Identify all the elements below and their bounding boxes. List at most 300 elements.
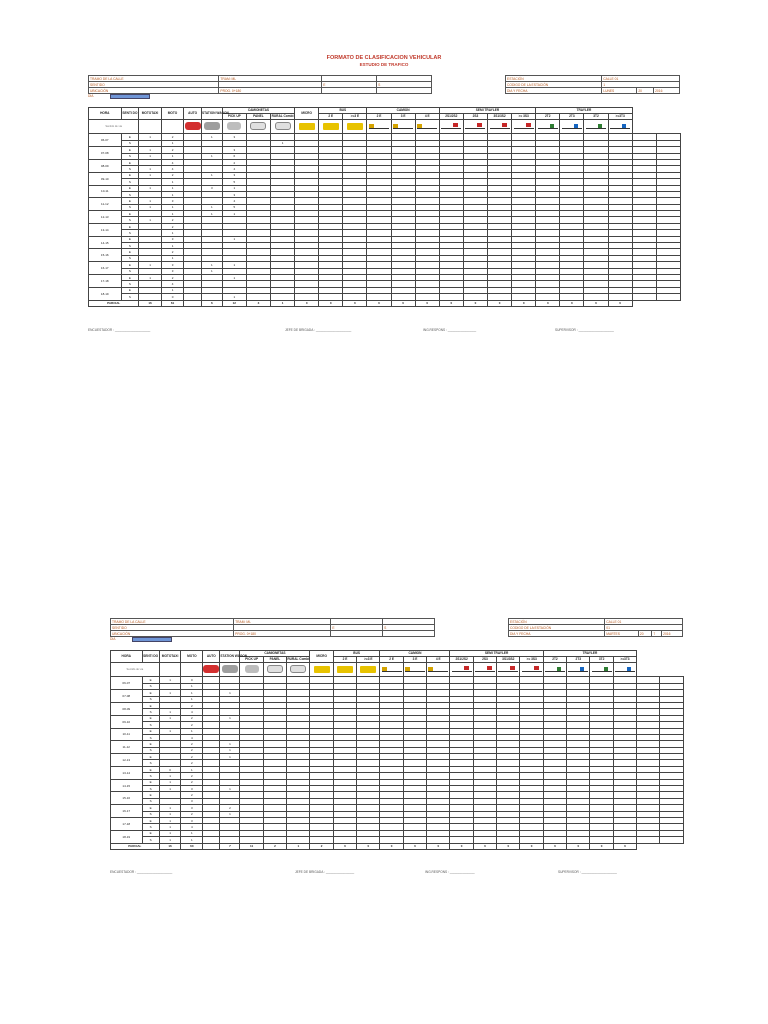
col-sentido: SENTI DO xyxy=(142,651,159,663)
direction-cell: E xyxy=(142,830,159,836)
count-cell[interactable]: 1 xyxy=(159,817,181,823)
count-cell[interactable] xyxy=(637,837,660,843)
auto-icon xyxy=(203,665,219,673)
count-cell[interactable]: 1 xyxy=(161,204,183,210)
col-sentido: SENTI DO xyxy=(121,108,139,120)
col-trayler: TRAYLER xyxy=(543,651,636,657)
direction-cell: E xyxy=(121,134,139,140)
count-cell[interactable]: 3 xyxy=(161,268,183,274)
direction-cell: E xyxy=(121,274,139,280)
col-3s1: 3S1/3S2 xyxy=(488,114,512,120)
count-cell[interactable]: 2 xyxy=(181,747,203,753)
partial-total: 0 xyxy=(343,300,367,306)
trayler-icon-cell xyxy=(543,663,566,677)
count-cell[interactable]: 1 xyxy=(159,837,181,843)
count-cell[interactable]: 1 xyxy=(161,179,183,185)
count-cell[interactable]: 1 xyxy=(181,830,203,836)
panel-icon xyxy=(250,122,266,130)
count-cell[interactable]: 1 xyxy=(202,268,223,274)
bus-3e-icon xyxy=(360,666,376,673)
count-cell[interactable]: 1 xyxy=(139,153,161,159)
col-2s1: 2S1/2S2 xyxy=(450,657,473,663)
count-cell[interactable]: 2 xyxy=(161,249,183,255)
count-cell[interactable]: 4 xyxy=(222,166,246,172)
count-cell[interactable]: 1 xyxy=(161,185,183,191)
count-cell[interactable]: 2 xyxy=(181,754,203,760)
hour-cell: 14-15 xyxy=(111,779,143,792)
signature-line: ENCUESTADOR : ____________________ xyxy=(88,328,151,332)
hour-cell: 08-09 xyxy=(89,159,122,172)
count-cell[interactable]: 1 xyxy=(161,287,183,293)
count-cell[interactable]: 1 xyxy=(139,274,161,280)
header-cell[interactable] xyxy=(377,88,432,94)
rural-icon-cell xyxy=(270,120,294,134)
count-cell[interactable]: 3 xyxy=(161,262,183,268)
partial-total: 3 xyxy=(246,300,270,306)
col-bus: BUS xyxy=(319,108,367,114)
count-cell[interactable]: 4 xyxy=(181,709,203,715)
partial-total xyxy=(184,300,202,306)
header-cell[interactable]: 20 xyxy=(637,88,654,94)
direction-cell: E xyxy=(121,159,139,165)
col-camion-3e: 3 E xyxy=(391,114,415,120)
col-bus-3e: >=3 E xyxy=(357,657,380,663)
header-cell: DIA Y FECHA xyxy=(509,631,605,637)
count-cell[interactable]: 1 xyxy=(159,709,181,715)
count-cell[interactable]: 1 xyxy=(139,134,161,140)
hour-cell: 18-19 xyxy=(111,830,143,843)
count-cell[interactable]: 1 xyxy=(220,754,240,760)
camion-2e-icon xyxy=(369,124,389,129)
count-cell[interactable]: 1 xyxy=(159,715,181,721)
signature-line: JEFE DE BRIGADA : ____________________ xyxy=(285,328,352,332)
direction-cell: S xyxy=(121,255,139,261)
hour-cell: 15-16 xyxy=(111,792,143,805)
col-2s3: 2S3 xyxy=(473,657,496,663)
col-moto: MOTO xyxy=(181,651,203,663)
partial-total: 60 xyxy=(181,843,203,849)
count-cell[interactable]: 1 xyxy=(161,140,183,146)
direction-cell: S xyxy=(142,798,159,804)
count-cell[interactable]: 1 xyxy=(222,274,246,280)
hour-cell: 17-18 xyxy=(111,817,143,830)
count-cell[interactable]: 2 xyxy=(181,715,203,721)
count-cell[interactable]: 1 xyxy=(181,683,203,689)
moto-icon-cell xyxy=(181,663,203,677)
count-cell[interactable]: 1 xyxy=(159,677,181,683)
direction-cell: S xyxy=(142,773,159,779)
header-cell[interactable]: TRAM: ML xyxy=(219,76,322,82)
direction-cell: E xyxy=(142,741,159,747)
count-cell[interactable]: 3 xyxy=(161,236,183,242)
count-cell[interactable]: 3 xyxy=(222,134,246,140)
col-3t2: 3T2 xyxy=(584,114,608,120)
hour-cell: 06-07 xyxy=(89,134,122,147)
count-cell[interactable]: 1 xyxy=(181,696,203,702)
col-camion-4e: 4 E xyxy=(415,114,439,120)
count-cell[interactable]: 1 xyxy=(161,255,183,261)
header-cell: CODIGO DE LA ESTACIÓN xyxy=(506,82,602,88)
trayler-icon-cell xyxy=(608,120,632,134)
count-cell[interactable]: 1 xyxy=(202,262,223,268)
partial-total: 0 xyxy=(608,300,632,306)
count-cell[interactable]: 1 xyxy=(159,830,181,836)
partial-total: 0 xyxy=(380,843,403,849)
count-cell[interactable]: 1 xyxy=(222,211,246,217)
count-cell[interactable]: 4 xyxy=(161,281,183,287)
trayler-icon xyxy=(568,667,588,672)
header-cell[interactable]: TRAM: ML xyxy=(234,619,331,625)
count-cell[interactable]: 1 xyxy=(139,166,161,172)
direction-cell: E xyxy=(121,198,139,204)
count-cell[interactable]: 2 xyxy=(181,779,203,785)
auto-icon-cell xyxy=(203,663,220,677)
header-cell[interactable]: 2016 xyxy=(654,88,680,94)
count-cell[interactable]: 1 xyxy=(159,773,181,779)
count-cell[interactable]: 3 xyxy=(222,172,246,178)
count-cell[interactable]: 2 xyxy=(161,223,183,229)
count-cell[interactable]: 1 xyxy=(222,294,246,300)
partial-total: 0 xyxy=(590,843,613,849)
partial-total: 0 xyxy=(319,300,343,306)
partial-total: 0 xyxy=(488,300,512,306)
header-right-table xyxy=(508,618,683,637)
semi-trayler-icon-cell xyxy=(473,663,496,677)
mototaxi-icon-cell xyxy=(139,120,161,134)
count-cell[interactable]: 1 xyxy=(161,243,183,249)
col-auto: AUTO xyxy=(203,651,220,663)
header-cell[interactable]: 01 xyxy=(605,625,683,631)
count-cell[interactable] xyxy=(660,837,683,843)
mototaxi-icon-cell xyxy=(159,663,181,677)
count-cell[interactable]: 2 xyxy=(181,741,203,747)
count-cell[interactable] xyxy=(632,294,656,300)
direction-cell: E xyxy=(121,249,139,255)
trayler-icon xyxy=(615,667,635,672)
header-cell[interactable]: 1 xyxy=(602,82,680,88)
count-cell[interactable]: 1 xyxy=(139,262,161,268)
header-cell[interactable] xyxy=(331,631,383,637)
col-semi-trayler: SEMI TRAYLER xyxy=(439,108,535,114)
signature-line: ENCUESTADOR : ____________________ xyxy=(110,870,173,874)
direction-cell: S xyxy=(142,734,159,740)
partial-total: 0 xyxy=(450,843,473,849)
col-2s1: 2S1/2S2 xyxy=(439,114,463,120)
count-cell[interactable]: 3 xyxy=(181,817,203,823)
col-camion: CAMION xyxy=(380,651,450,657)
col-2s3: 2S3 xyxy=(463,114,487,120)
count-cell[interactable]: 1 xyxy=(159,690,181,696)
pickup-icon xyxy=(227,122,241,130)
trayler-icon xyxy=(592,667,612,672)
col-moto: MOTO xyxy=(161,108,183,120)
header-cell[interactable]: 2016 xyxy=(662,631,683,637)
count-cell[interactable]: 2 xyxy=(181,773,203,779)
count-cell[interactable]: 1 xyxy=(161,153,183,159)
direction-cell: S xyxy=(142,824,159,830)
direction-cell: E xyxy=(142,805,159,811)
camion-2e-icon-cell xyxy=(380,663,403,677)
count-cell[interactable]: 1 xyxy=(139,172,161,178)
direction-cell: E xyxy=(142,754,159,760)
col-mototaxi: MOTOTAXI xyxy=(139,108,161,120)
direction-cell: S xyxy=(121,217,139,223)
auto-icon-cell xyxy=(184,120,202,134)
count-cell[interactable]: 1 xyxy=(202,211,223,217)
count-cell[interactable]: 2 xyxy=(161,172,183,178)
station-wagon-icon xyxy=(222,665,238,673)
count-cell[interactable]: 3 xyxy=(181,798,203,804)
direction-cell: E xyxy=(121,236,139,242)
col-trayler: TRAYLER xyxy=(536,108,632,114)
count-cell[interactable]: 1 xyxy=(222,262,246,268)
col-rural: RURAL Combi xyxy=(271,113,294,118)
camion-4e-icon-cell xyxy=(415,120,439,134)
trayler-icon-cell xyxy=(613,663,636,677)
hour-cell: 17-18 xyxy=(89,274,122,287)
bus-2e-icon xyxy=(337,666,353,673)
count-cell[interactable]: 1 xyxy=(159,728,181,734)
count-cell[interactable]: 1 xyxy=(159,824,181,830)
count-cell[interactable]: 3 xyxy=(222,147,246,153)
count-cell[interactable]: 1 xyxy=(181,690,203,696)
count-cell[interactable]: 1 xyxy=(159,786,181,792)
count-cell[interactable]: 1 xyxy=(161,211,183,217)
count-cell[interactable]: 4 xyxy=(181,734,203,740)
count-cell[interactable]: 2 xyxy=(220,805,240,811)
direction-cell: S xyxy=(121,153,139,159)
header-cell[interactable]: MARTES xyxy=(605,631,639,637)
count-cell[interactable]: 3 xyxy=(202,185,223,191)
header-cell[interactable]: LUNES xyxy=(602,88,637,94)
semi-trayler-icon xyxy=(522,666,542,672)
count-cell[interactable]: 2 xyxy=(181,722,203,728)
hour-cell: 07-08 xyxy=(89,147,122,160)
count-cell[interactable]: 1 xyxy=(159,805,181,811)
count-cell[interactable]: 0 xyxy=(159,766,181,772)
hour-cell: 07-08 xyxy=(111,690,143,703)
direction-cell: E xyxy=(142,779,159,785)
direction-cell: E xyxy=(142,817,159,823)
direction-cell: E xyxy=(142,677,159,683)
hour-cell: 18-19 xyxy=(89,287,122,300)
trayler-icon-cell xyxy=(590,663,613,677)
count-cell[interactable]: 1 xyxy=(222,236,246,242)
hour-cell: 11-12 xyxy=(89,198,122,211)
count-cell[interactable]: 1 xyxy=(139,147,161,153)
direction-cell: S xyxy=(142,786,159,792)
count-cell[interactable]: 1 xyxy=(202,153,223,159)
col-station-wagon: STATION WAGON xyxy=(202,108,223,120)
count-cell[interactable]: 3 xyxy=(181,805,203,811)
direction-cell: S xyxy=(142,811,159,817)
col-semi-trayler: SEMI TRAYLER xyxy=(450,651,543,657)
count-cell[interactable] xyxy=(656,294,680,300)
semi-trayler-icon-cell xyxy=(497,663,520,677)
count-cell[interactable]: 3 xyxy=(161,198,183,204)
header-cell[interactable] xyxy=(322,88,377,94)
header-left-table xyxy=(88,75,432,94)
count-cell[interactable]: 1 xyxy=(220,786,240,792)
header-cell[interactable] xyxy=(383,631,435,637)
dia-selector[interactable] xyxy=(110,94,150,99)
count-cell[interactable]: 1 xyxy=(159,779,181,785)
partial-total: 2 xyxy=(263,843,286,849)
count-cell[interactable]: 1 xyxy=(181,766,203,772)
header-cell[interactable]: S xyxy=(383,625,435,631)
direction-cell: S xyxy=(142,683,159,689)
semi-trayler-icon xyxy=(514,123,534,129)
count-cell[interactable]: 4 xyxy=(181,824,203,830)
count-cell[interactable]: 4 xyxy=(161,166,183,172)
count-cell[interactable]: 1 xyxy=(202,134,223,140)
partial-total: 2 xyxy=(310,843,333,849)
semi-trayler-icon-cell xyxy=(520,663,543,677)
partial-label: PARCIAL xyxy=(89,300,139,306)
col-2t3: 2T3 xyxy=(560,114,584,120)
count-cell[interactable]: 0 xyxy=(181,677,203,683)
count-cell[interactable]: 1 xyxy=(181,728,203,734)
count-cell[interactable]: 1 xyxy=(139,198,161,204)
partial-total: 0 xyxy=(560,300,584,306)
camion-2e-icon-cell xyxy=(367,120,391,134)
trayler-icon-cell xyxy=(560,120,584,134)
count-cell[interactable]: 2 xyxy=(181,792,203,798)
form-subtitle: ESTUDIO DE TRAFICO xyxy=(359,62,409,67)
col-panel: PANEL xyxy=(263,657,286,663)
partial-total: 0 xyxy=(391,300,415,306)
header-cell[interactable]: PROG. 0+180 xyxy=(219,88,322,94)
count-cell[interactable]: 1 xyxy=(220,811,240,817)
partial-total: 0 xyxy=(367,300,391,306)
rural-icon-cell xyxy=(287,663,310,677)
station-wagon-icon-cell xyxy=(202,120,223,134)
partial-total: 0 xyxy=(403,843,426,849)
direction-cell: S xyxy=(142,696,159,702)
count-cell[interactable]: 2 xyxy=(181,702,203,708)
header-cell[interactable]: CALLE 01 xyxy=(605,619,683,625)
hour-cell: 08-09 xyxy=(111,702,143,715)
count-cell[interactable]: 1 xyxy=(161,230,183,236)
bus-2e-icon-cell xyxy=(333,663,356,677)
sentido-icon-label: Sentido de vía xyxy=(111,663,160,677)
col-camionetas: CAMIONETAS xyxy=(222,108,294,114)
col-3s3: >= 3S3 xyxy=(512,114,536,120)
count-cell[interactable]: 4 xyxy=(161,159,183,165)
partial-total: 11 xyxy=(240,843,263,849)
pickup-icon xyxy=(245,665,259,673)
header-cell[interactable]: CALLE 01 xyxy=(602,76,680,82)
direction-cell: S xyxy=(121,294,139,300)
count-cell[interactable]: 2 xyxy=(161,274,183,280)
count-cell[interactable]: 3 xyxy=(222,191,246,197)
col-bus-2e: 2 E xyxy=(319,114,343,120)
header-cell[interactable]: 20 xyxy=(638,631,651,637)
pickup-icon-cell xyxy=(222,120,246,134)
count-cell[interactable]: 2 xyxy=(161,217,183,223)
count-cell[interactable]: 2 xyxy=(181,811,203,817)
count-cell[interactable]: 1 xyxy=(220,690,240,696)
semi-trayler-icon xyxy=(465,123,485,129)
semi-trayler-icon xyxy=(490,123,510,129)
partial-total: 1 xyxy=(270,300,294,306)
count-cell[interactable]: 4 xyxy=(222,198,246,204)
direction-cell: E xyxy=(121,287,139,293)
count-cell[interactable]: 1 xyxy=(139,185,161,191)
header-cell[interactable]: PROG. 0+180 xyxy=(234,631,331,637)
dia-label: DIA xyxy=(88,94,94,98)
count-cell[interactable]: 6 xyxy=(222,153,246,159)
direction-cell: S xyxy=(142,747,159,753)
direction-cell: E xyxy=(121,211,139,217)
count-cell[interactable]: 0 xyxy=(161,294,183,300)
col-micro: MICRO xyxy=(310,651,333,663)
count-cell[interactable]: 5 xyxy=(222,179,246,185)
col-camion-3e: 3 E xyxy=(403,657,426,663)
count-cell[interactable]: 1 xyxy=(270,140,294,146)
col-camionetas: CAMIONETAS xyxy=(240,651,310,657)
header-cell[interactable]: S xyxy=(377,82,432,88)
col-hora: HORA xyxy=(89,108,122,120)
count-cell[interactable]: 1 xyxy=(222,185,246,191)
col-3t3: >=3T3 xyxy=(613,657,636,663)
count-cell[interactable]: 1 xyxy=(181,837,203,843)
col-bus-2e: 2 E xyxy=(333,657,356,663)
hour-cell: 10-11 xyxy=(89,185,122,198)
bus-3e-icon-cell xyxy=(357,663,380,677)
header-cell[interactable]: 7 xyxy=(652,631,662,637)
col-bus-3e: >=3 E xyxy=(343,114,367,120)
count-cell[interactable]: 2 xyxy=(222,159,246,165)
count-cell[interactable]: 1 xyxy=(139,204,161,210)
partial-total: 6 xyxy=(202,300,223,306)
count-cell[interactable]: 1 xyxy=(220,741,240,747)
header-cell: UBICACIÓN xyxy=(111,631,234,637)
count-cell[interactable]: 1 xyxy=(161,191,183,197)
count-cell[interactable]: 2 xyxy=(181,760,203,766)
direction-cell: E xyxy=(121,185,139,191)
direction-cell: S xyxy=(142,709,159,715)
header-cell[interactable]: E xyxy=(331,625,383,631)
header-cell[interactable]: E xyxy=(322,82,377,88)
count-cell[interactable]: 2 xyxy=(161,134,183,140)
count-cell[interactable]: 1 xyxy=(220,715,240,721)
count-cell[interactable]: 3 xyxy=(181,786,203,792)
count-cell[interactable]: 2 xyxy=(161,147,183,153)
dia-selector[interactable] xyxy=(132,637,172,642)
count-cell[interactable]: 1 xyxy=(220,747,240,753)
partial-total: 0 xyxy=(427,843,450,849)
header-cell: ESTACIÓN xyxy=(509,619,605,625)
count-cell[interactable]: 1 xyxy=(159,811,181,817)
count-cell[interactable]: 1 xyxy=(202,172,223,178)
partial-total: 0 xyxy=(497,843,520,849)
direction-cell: E xyxy=(121,172,139,178)
partial-total: 0 xyxy=(295,300,319,306)
partial-total xyxy=(203,843,220,849)
count-cell[interactable]: 1 xyxy=(202,204,223,210)
rural-icon xyxy=(290,665,306,673)
partial-total: 61 xyxy=(161,300,183,306)
col-hora: HORA xyxy=(111,651,143,663)
bus-2e-icon-cell xyxy=(319,120,343,134)
direction-cell: S xyxy=(121,179,139,185)
direction-cell: E xyxy=(121,223,139,229)
count-cell[interactable]: 1 xyxy=(139,217,161,223)
rural-icon xyxy=(275,122,291,130)
count-cell[interactable]: 5 xyxy=(222,204,246,210)
semi-trayler-icon-cell xyxy=(488,120,512,134)
